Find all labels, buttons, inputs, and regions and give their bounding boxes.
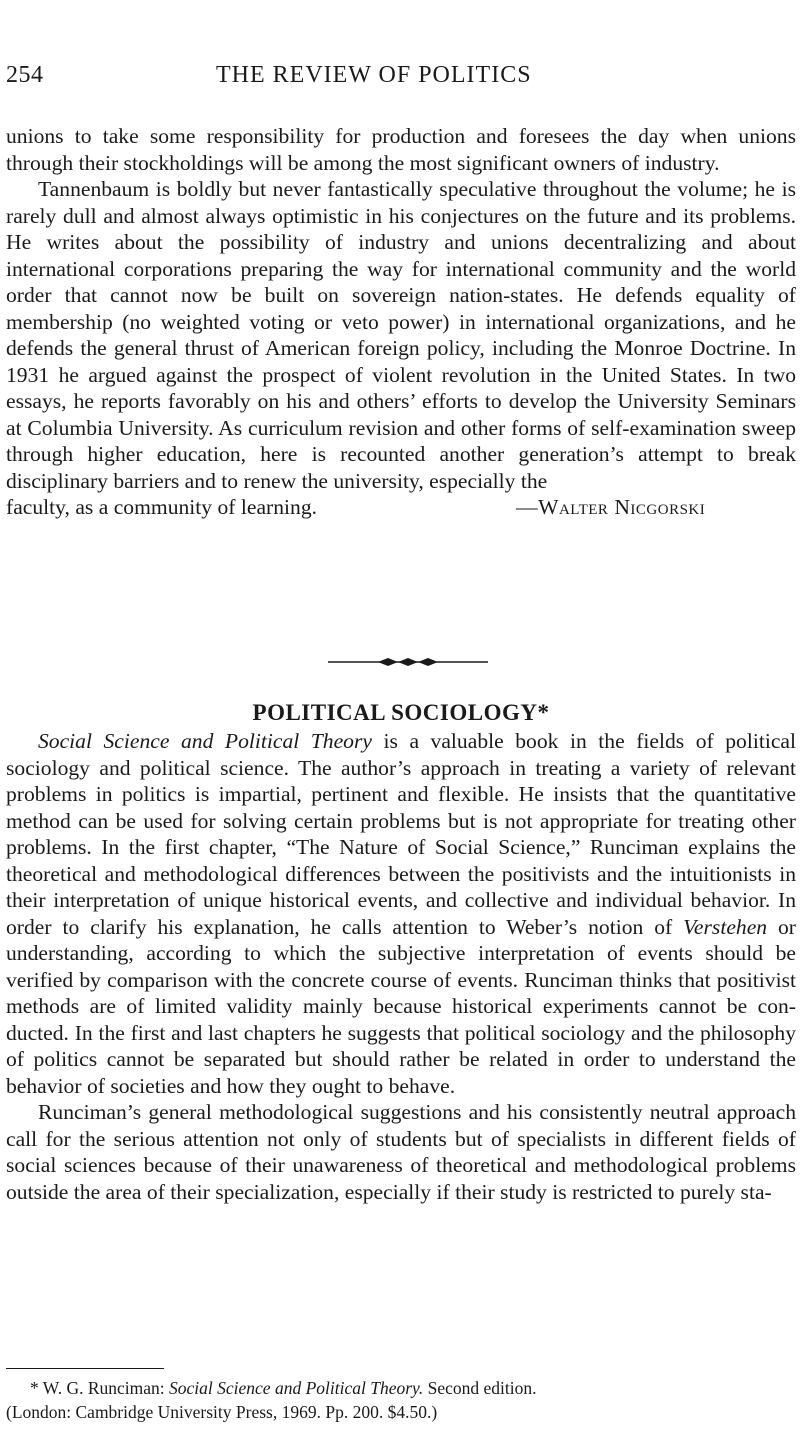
footnote <box>6 1376 796 1424</box>
footnote-line <box>6 1376 796 1400</box>
page-number: 254 <box>6 62 44 88</box>
journal-page <box>6 0 796 1440</box>
footnote-publication: (London: Cambridge University Press, 1969. Pp. 200. $4.50.) <box>6 1402 438 1422</box>
italic-term: Verstehen <box>683 914 768 939</box>
paragraph: Runciman’s general methodological suggestions and his consistently neutral approach call for the serious attention not only of students but of specialists in different fields of social sciences because of their unawareness of theoretical and methodological problems outside the area of their specialization, especially if their study is restricted to purely sta- <box>6 1100 796 1204</box>
footnote-book-title: Social Science and Political Theory. <box>169 1378 424 1398</box>
journal-title: THE REVIEW OF POLITICS <box>216 62 532 88</box>
reviewer-signature: —Walter Nicgorski <box>516 495 706 519</box>
book-title: Social Science and Political Theory <box>38 729 372 753</box>
section-divider-ornament <box>328 655 488 669</box>
footnote-author: * W. G. Runciman: <box>30 1378 170 1398</box>
footnote-edition: Second edition. <box>423 1378 537 1398</box>
paragraph: Tannenbaum is boldly but never fantastically speculative throughout the volume; he is rarely dull and almost always optimistic in his conjectures on the future and its problems. He writes about the possibility of industry and unions decentralizing and about international corporations preparing the way for international community and the world order that cannot now be built on sovereign nation-states. He defends equality of membership (no weighted voting or veto power) in international organizations, and he defends the general thrust of American foreign policy, including the Monroe Doctrine. In 1931 he argued against the prospect of violent revolution in the United States. In two essays, he reports favorably on his and others’ efforts to develop the University Seminars at Columbia University. As curriculum revision and other forms of self-examination sweep through higher education, here is recounted another generation’s attempt to break disciplinary barriers and to renew the university, especially the <box>6 177 796 493</box>
text-run: is a valuable book in the fields of political sociology and political science. The author’s approach in treating a variety of relevant problems in politics is impartial, pertinent and flexible. He insists that the quantitative method can be used for solving certain problems but is not appropriate for treating other problems. In the first chapter, “The Nature of Social Science,” Runciman explains the theoretical and methodological differences between the positivists and the intuitionists in their interpretation of unique historical events, and collective and individual behavior. In order to clarify his explanation, he calls attention to Weber’s notion of <box>6 729 796 939</box>
text-run: or understanding, according to which the subjective interpretation of events should be verified by comparison with the concrete course of events. Runciman thinks that positivist methods are of limited validity mainly because historical experiments cannot be conducted. In the first and last chapters he suggests that political sociology and the philosophy of politics cannot be separated but should rather be related in order to understand the behavior of societies and how they ought to behave. <box>6 914 796 1098</box>
footnote-rule <box>6 1368 164 1369</box>
review-runciman <box>6 728 796 1205</box>
review-tannenbaum <box>6 123 796 521</box>
closing-line <box>6 494 796 521</box>
paragraph <box>6 728 796 1099</box>
closing-text: faculty, as a community of learning. <box>6 495 318 519</box>
section-title: POLITICAL SOCIOLOGY* <box>252 700 550 725</box>
paragraph: unions to take some responsibility for production and foresees the day when unions through their stockholdings will be among the most significant owners of industry. <box>6 124 796 175</box>
running-head <box>6 62 796 96</box>
